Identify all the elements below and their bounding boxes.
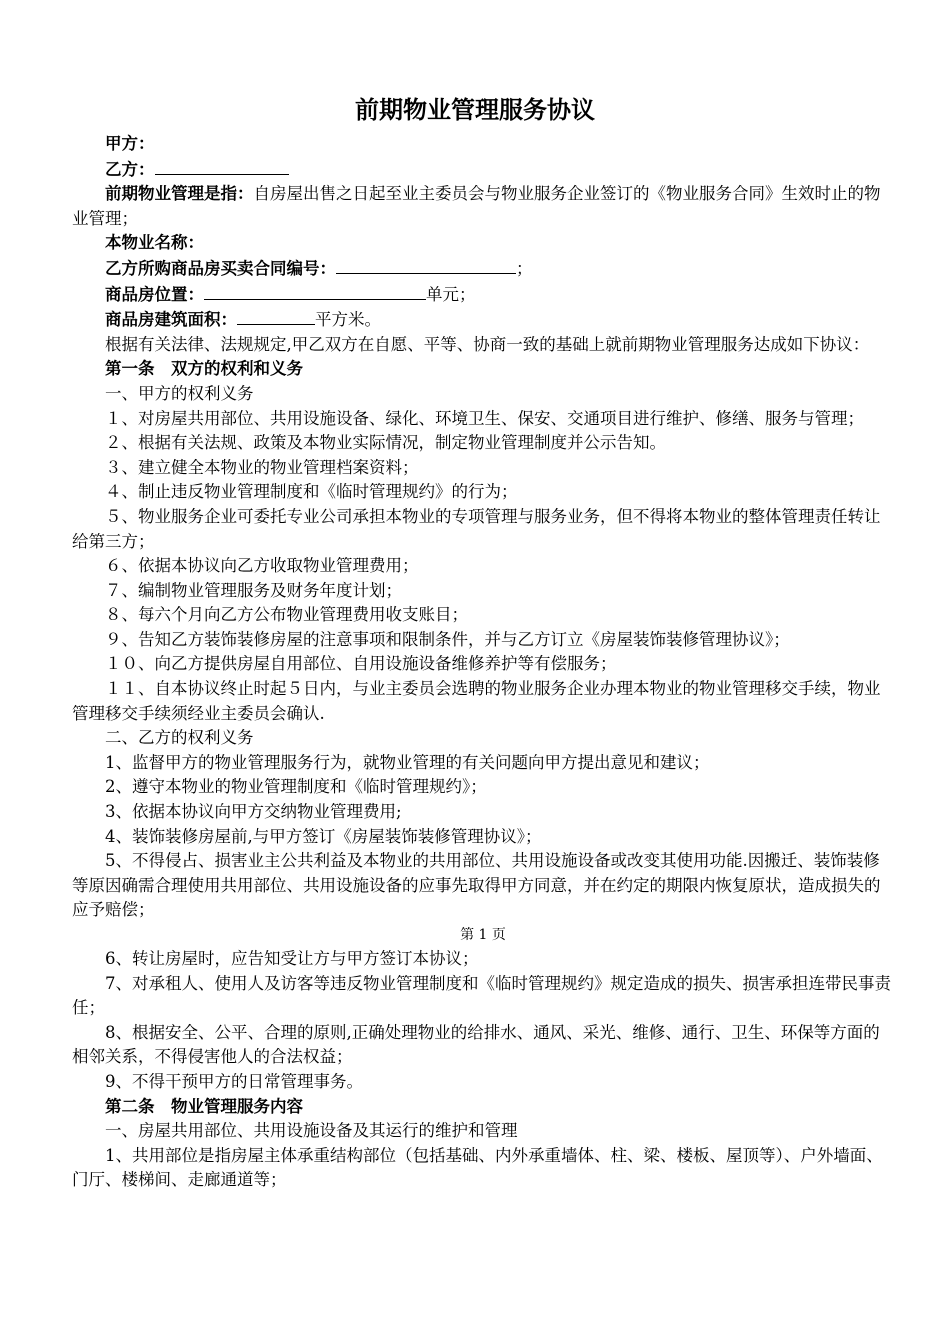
party-b-line <box>72 157 894 183</box>
location-line <box>72 282 894 308</box>
clause-item: ８、每六个月向乙方公布物业管理费用收支账目； <box>105 605 468 625</box>
party-a-line: 甲方： <box>105 134 155 153</box>
clause-item: 8、根据安全、公平、合理的原则,正确处理物业的给排水、通风、采光、维修、通行、卫生、环保等方面的相邻关系，不得侵害他人的合法权益； <box>72 1022 880 1067</box>
clause-item: 2、遵守本物业的物业管理制度和《临时管理规约》； <box>105 777 487 797</box>
contract-no-label: 乙方所购商品房买卖合同编号： <box>105 258 336 278</box>
clause-item: ３、建立健全本物业的物业管理档案资料； <box>105 457 419 477</box>
property-name-line: 本物业名称： <box>105 233 204 253</box>
party-b-label: 乙方： <box>105 159 155 179</box>
clause-item: 1、共用部位是指房屋主体承重结构部位（包括基础、内外承重墙体、柱、梁、楼板、屋顶等）、户外墙面、门厅、楼梯间、走廊通道等； <box>72 1145 883 1190</box>
clause-item: ５、物业服务企业可委托专业公司承担本物业的专项管理与服务业务，但不得将本物业的整体管理责任转让给第三方； <box>72 506 881 551</box>
area-label: 商品房建筑面积： <box>105 310 237 330</box>
article-1-sub-a: 一、甲方的权利义务 <box>105 383 254 403</box>
clause-item: 1、监督甲方的物业管理服务行为，就物业管理的有关问题向甲方提出意见和建议； <box>105 752 710 772</box>
clause-item: 5、不得侵占、损害业主公共利益及本物业的共用部位、共用设施设备或改变其使用功能.因搬迁、装饰装修等原因确需合理使用共用部位、共用设施设备的应事先取得甲方同意，并在约定的期限内恢复原状，造成损失的应予赔偿； <box>72 851 881 920</box>
contract-no-blank <box>336 256 516 274</box>
clause-item: ４、制止违反物业管理制度和《临时管理规约》的行为； <box>105 482 518 502</box>
clause-item: ６、依据本协议向乙方收取物业管理费用； <box>105 556 419 576</box>
preamble-paragraph: 根据有关法律、法规规定,甲乙双方在自愿、平等、协商一致的基础上就前期物业管理服务达成如下协议： <box>105 334 870 354</box>
clause-item: １１、自本协议终止时起５日内，与业主委员会选聘的物业服务企业办理本物业的物业管理移交手续，物业管理移交手续须经业主委员会确认. <box>72 679 881 723</box>
document-title: 前期物业管理服务协议 <box>355 96 595 124</box>
definition-paragraph <box>72 182 894 231</box>
clause-item: 3、依据本协议向甲方交纳物业管理费用; <box>105 802 402 822</box>
location-blank <box>204 282 426 300</box>
document-body <box>72 132 894 1193</box>
article-2-heading: 第二条 物业管理服务内容 <box>105 1096 303 1116</box>
clause-item: １、对房屋共用部位、共用设施设备、绿化、环境卫生、保安、交通项目进行维护、修缮、服务与管理； <box>105 408 864 428</box>
area-blank <box>237 307 315 325</box>
clause-item: ２、根据有关法规、政策及本物业实际情况，制定物业管理制度并公示告知。 <box>105 433 666 453</box>
area-suffix: 平方米。 <box>315 310 381 330</box>
page-number-footer: 第 1 页 <box>460 927 506 943</box>
area-line <box>72 307 894 333</box>
clause-item: １０、向乙方提供房屋自用部位、自用设施设备维修养护等有偿服务； <box>105 654 617 674</box>
clause-item: 9、不得干预甲方的日常管理事务。 <box>105 1071 363 1091</box>
party-b-blank <box>155 157 289 175</box>
article-2-sub-a: 一、房屋共用部位、共用设施设备及其运行的维护和管理 <box>105 1121 518 1141</box>
clause-item: ９、告知乙方装饰装修房屋的注意事项和限制条件，并与乙方订立《房屋装饰装修管理协议》； <box>105 629 790 649</box>
clause-item: 4、装饰装修房屋前,与甲方签订《房屋装饰装修管理协议》； <box>105 826 542 846</box>
clause-item: 7、对承租人、使用人及访客等违反物业管理制度和《临时管理规约》规定造成的损失、损害承担连带民事责任； <box>72 973 891 1018</box>
article-1-heading: 第一条 双方的权利和义务 <box>105 359 303 379</box>
clause-item: ７、编制物业管理服务及财务年度计划； <box>105 580 402 600</box>
location-label: 商品房位置： <box>105 284 204 304</box>
clause-item: 6、转让房屋时，应告知受让方与甲方签订本协议； <box>105 949 479 968</box>
contract-no-suffix: ； <box>516 258 533 278</box>
definition-text: 自房屋出售之日起至业主委员会与物业服务企业签订的《物业服务合同》生效时止的物业管理； <box>72 184 881 228</box>
contract-no-line <box>72 256 894 282</box>
article-1-sub-b: 二、乙方的权利义务 <box>105 728 254 748</box>
definition-label: 前期物业管理是指： <box>105 184 254 204</box>
location-suffix: 单元； <box>426 284 476 304</box>
